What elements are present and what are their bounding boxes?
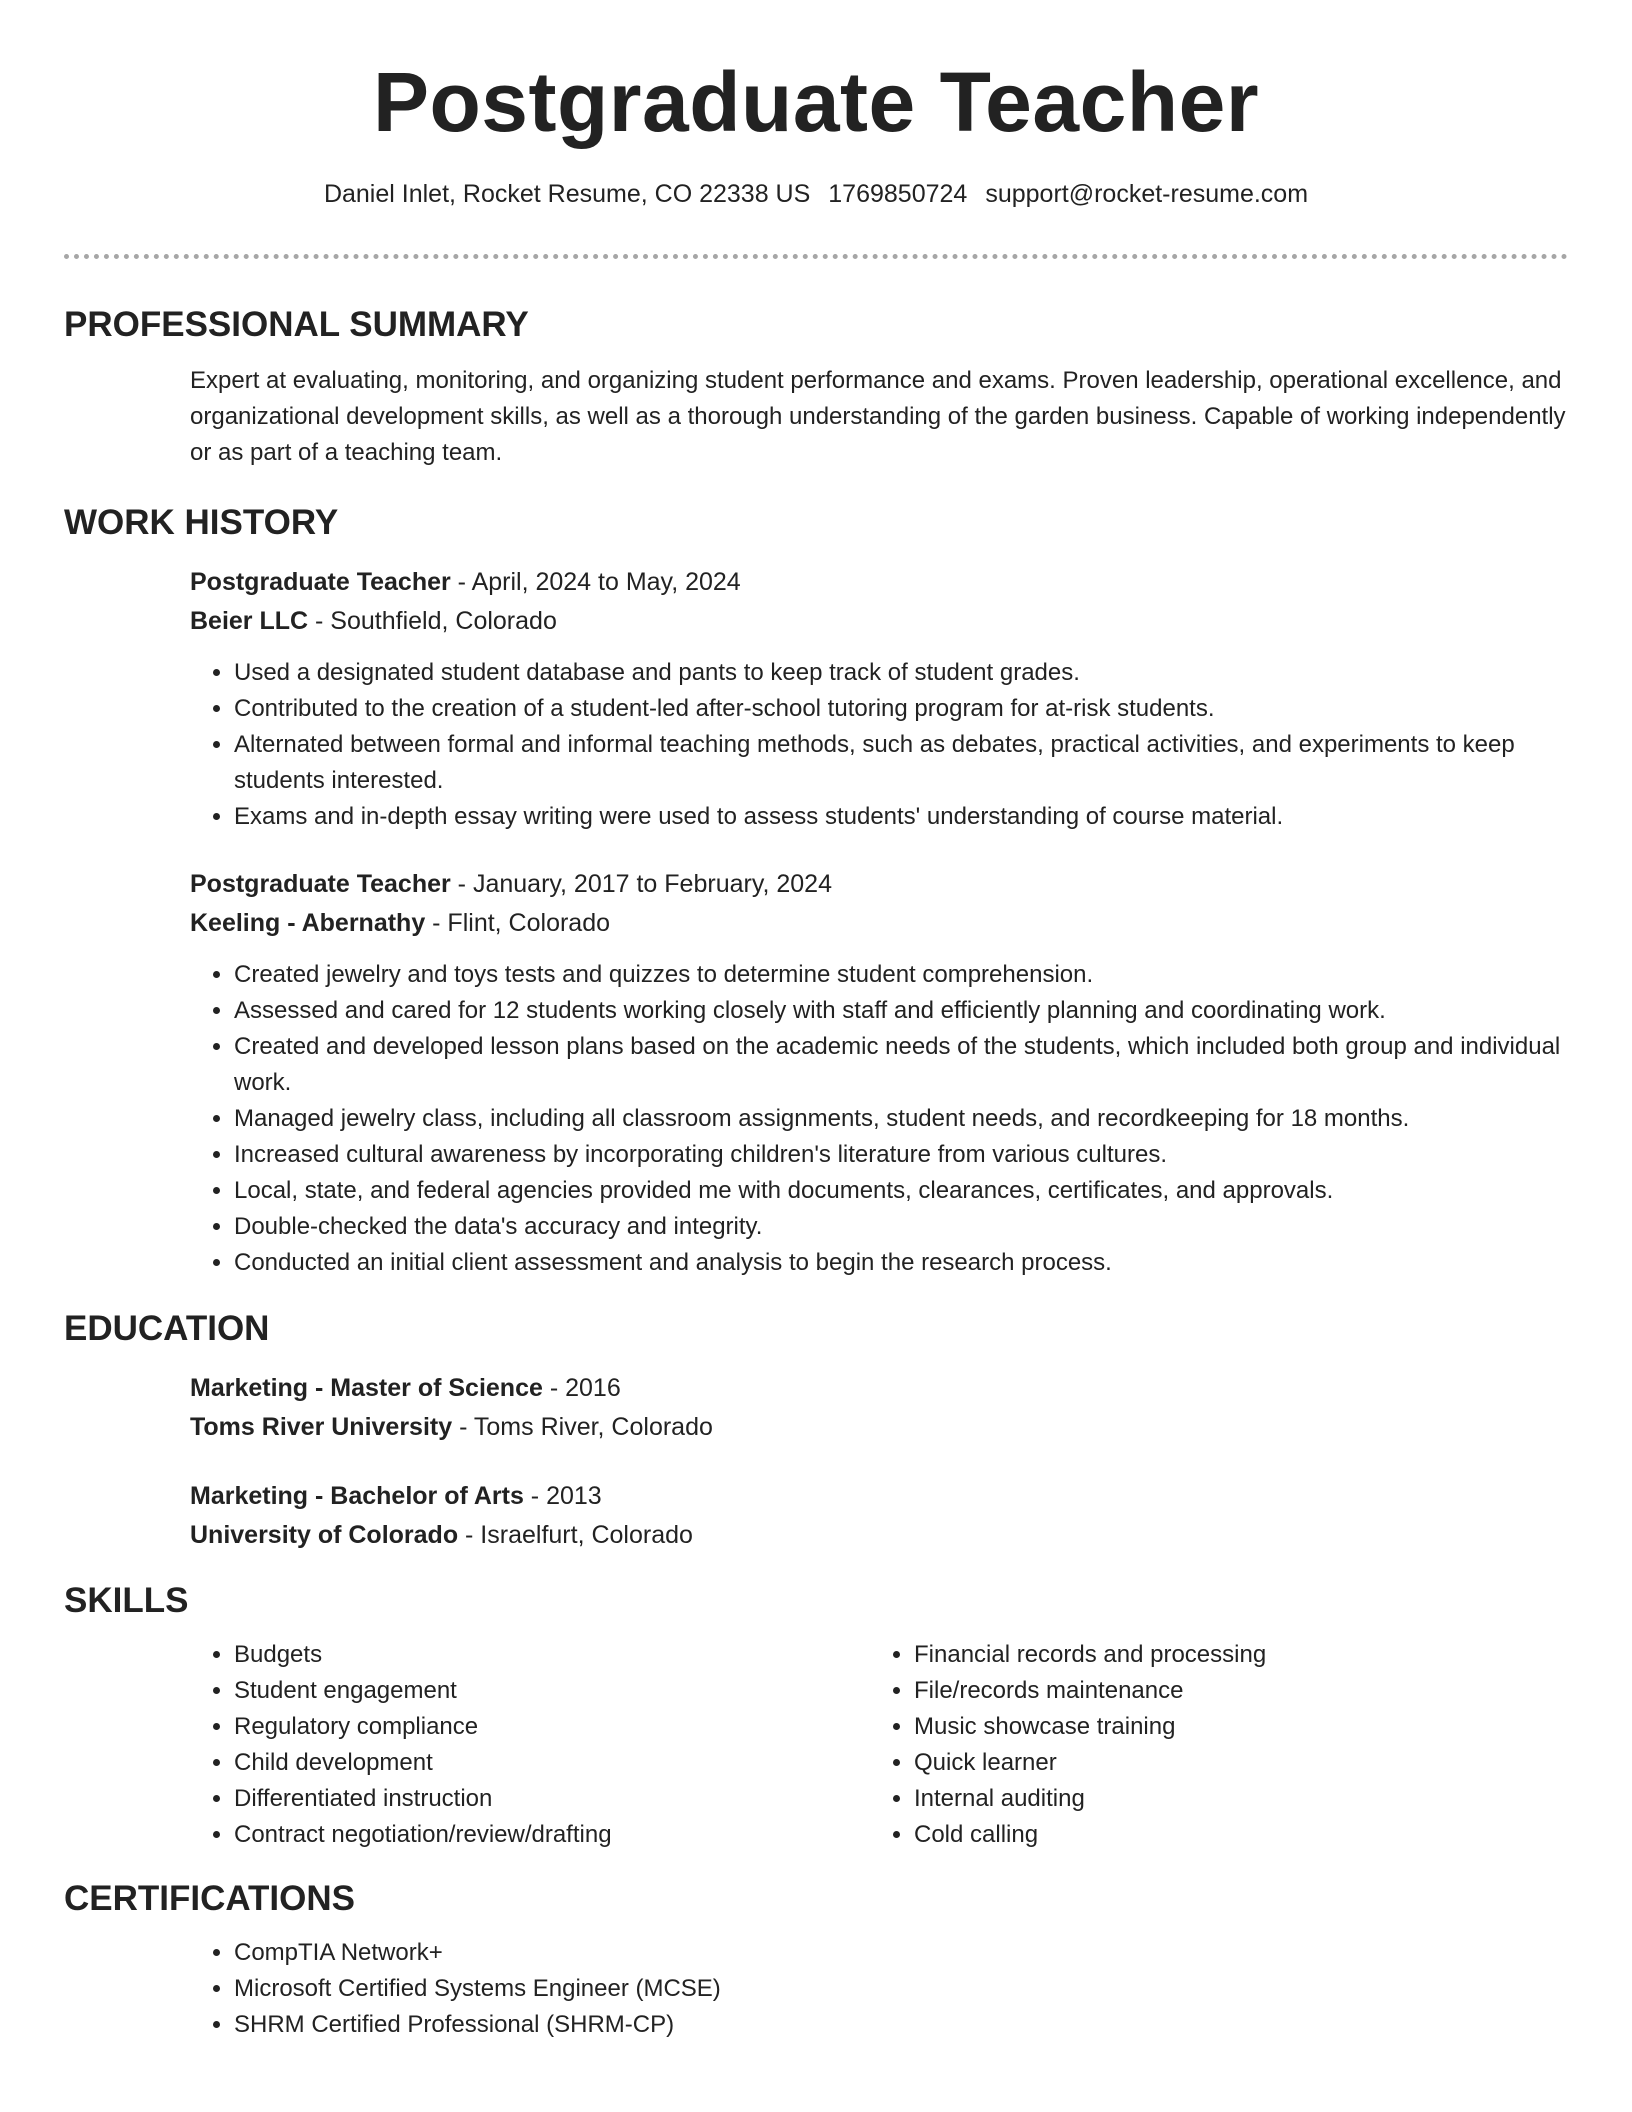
degree-line: [190, 1477, 1568, 1516]
job-company: Keeling - Abernathy: [190, 909, 426, 937]
skills-section: [64, 1579, 1568, 1853]
work-history-section: [64, 501, 1568, 1281]
job-bullet: • Contributed to the creation of a student-led after-school tutoring program for at-risk students.: [234, 691, 1568, 727]
school-line: [190, 1408, 1568, 1447]
job-title: Postgraduate Teacher: [190, 870, 451, 898]
contact-line: [64, 178, 1568, 210]
school-location: - Toms River, Colorado: [452, 1413, 713, 1441]
job-title-line: [190, 865, 1568, 904]
certification-item: • CompTIA Network+: [234, 1935, 1568, 1971]
job-bullet: • Created jewelry and toys tests and quizzes to determine student comprehension.: [234, 957, 1568, 993]
certification-item: • Microsoft Certified Systems Engineer (MCSE): [234, 1971, 1568, 2007]
job-location: - Southfield, Colorado: [308, 607, 557, 635]
skill-item: • Internal auditing: [914, 1781, 1550, 1817]
job-entry: [190, 865, 1568, 1281]
job-dates: - April, 2024 to May, 2024: [450, 568, 741, 596]
certifications-body: [190, 1935, 1568, 2043]
skills-grid: [190, 1637, 1568, 1853]
resume-title: Postgraduate Teacher: [372, 55, 1260, 149]
summary-text: Expert at evaluating, monitoring, and organizing student performance and exams. Proven leadership, operational excellence, and organizational development skills, as well as a thorough understanding of the garden business. Capable of working independently or as part of a teaching team.: [190, 367, 1566, 466]
job-location: - Flint, Colorado: [425, 909, 611, 937]
summary-heading: PROFESSIONAL SUMMARY: [64, 305, 529, 344]
job-bullet: • Exams and in-depth essay writing were used to assess students' understanding of course material.: [234, 799, 1568, 835]
skills-body: [190, 1637, 1568, 1853]
job-title: Postgraduate Teacher: [190, 568, 451, 596]
skill-item: • Regulatory compliance: [234, 1709, 870, 1745]
school-name: University of Colorado: [190, 1521, 459, 1549]
skill-item: • Music showcase training: [914, 1709, 1550, 1745]
skills-list-right: [870, 1637, 1550, 1853]
skill-item: • Quick learner: [914, 1745, 1550, 1781]
job-bullet: • Used a designated student database and pants to keep track of student grades.: [234, 655, 1568, 691]
degree-name: Marketing - Bachelor of Arts: [190, 1482, 524, 1510]
job-bullet: • Increased cultural awareness by incorporating children's literature from various cultures.: [234, 1137, 1568, 1173]
education-entry: [190, 1477, 1568, 1555]
job-company: Beier LLC: [190, 607, 309, 635]
work-history-body: [190, 563, 1568, 1281]
skill-item: • Budgets: [234, 1637, 870, 1673]
job-title-line: [190, 563, 1568, 602]
job-bullet: • Local, state, and federal agencies provided me with documents, clearances, certificates, and approvals.: [234, 1173, 1568, 1209]
job-dates: - January, 2017 to February, 2024: [450, 870, 832, 898]
job-bullet: • Created and developed lesson plans based on the academic needs of the students, which included both group and individual work.: [234, 1029, 1568, 1101]
certifications-heading: CERTIFICATIONS: [64, 1879, 356, 1918]
job-bullet: • Managed jewelry class, including all classroom assignments, student needs, and recordkeeping for 18 months.: [234, 1101, 1568, 1137]
job-company-line: [190, 602, 1568, 641]
school-line: [190, 1516, 1568, 1555]
job-bullet: • Double-checked the data's accuracy and integrity.: [234, 1209, 1568, 1245]
job-bullet: • Conducted an initial client assessment and analysis to begin the research process.: [234, 1245, 1568, 1281]
degree-year: - 2013: [523, 1482, 602, 1510]
education-entry: [190, 1369, 1568, 1447]
education-body: [190, 1369, 1568, 1555]
header-divider: [64, 254, 1568, 259]
degree-year: - 2016: [542, 1374, 621, 1402]
skill-item: • Student engagement: [234, 1673, 870, 1709]
job-company-line: [190, 904, 1568, 943]
degree-name: Marketing - Master of Science: [190, 1374, 543, 1402]
skill-item: • Financial records and processing: [914, 1637, 1550, 1673]
skill-item: • Cold calling: [914, 1817, 1550, 1853]
certifications-list: [190, 1935, 1568, 2043]
skill-item: • Child development: [234, 1745, 870, 1781]
contact-phone: 1769850724: [828, 180, 968, 208]
summary-body: [190, 363, 1568, 471]
certifications-section: [64, 1877, 1568, 2043]
skill-item: • File/records maintenance: [914, 1673, 1550, 1709]
skills-list-left: [190, 1637, 870, 1853]
certification-item: • SHRM Certified Professional (SHRM-CP): [234, 2007, 1568, 2043]
contact-email: support@rocket-resume.com: [985, 180, 1309, 208]
skills-heading: SKILLS: [64, 1581, 189, 1620]
job-bullets: [190, 655, 1568, 835]
job-entry: [190, 563, 1568, 835]
education-heading: EDUCATION: [64, 1309, 270, 1348]
school-location: - Israelfurt, Colorado: [458, 1521, 693, 1549]
job-bullet: • Assessed and cared for 12 students working closely with staff and efficiently planning and coordinating work.: [234, 993, 1568, 1029]
skill-item: • Differentiated instruction: [234, 1781, 870, 1817]
job-bullet: • Alternated between formal and informal teaching methods, such as debates, practical activities, and experiments to keep students interested.: [234, 727, 1568, 799]
school-name: Toms River University: [190, 1413, 453, 1441]
job-bullets: [190, 957, 1568, 1281]
education-section: [64, 1307, 1568, 1555]
skill-item: • Contract negotiation/review/drafting: [234, 1817, 870, 1853]
work-history-heading: WORK HISTORY: [64, 503, 339, 542]
degree-line: [190, 1369, 1568, 1408]
contact-address: Daniel Inlet, Rocket Resume, CO 22338 US: [323, 180, 811, 208]
summary-section: [64, 303, 1568, 471]
